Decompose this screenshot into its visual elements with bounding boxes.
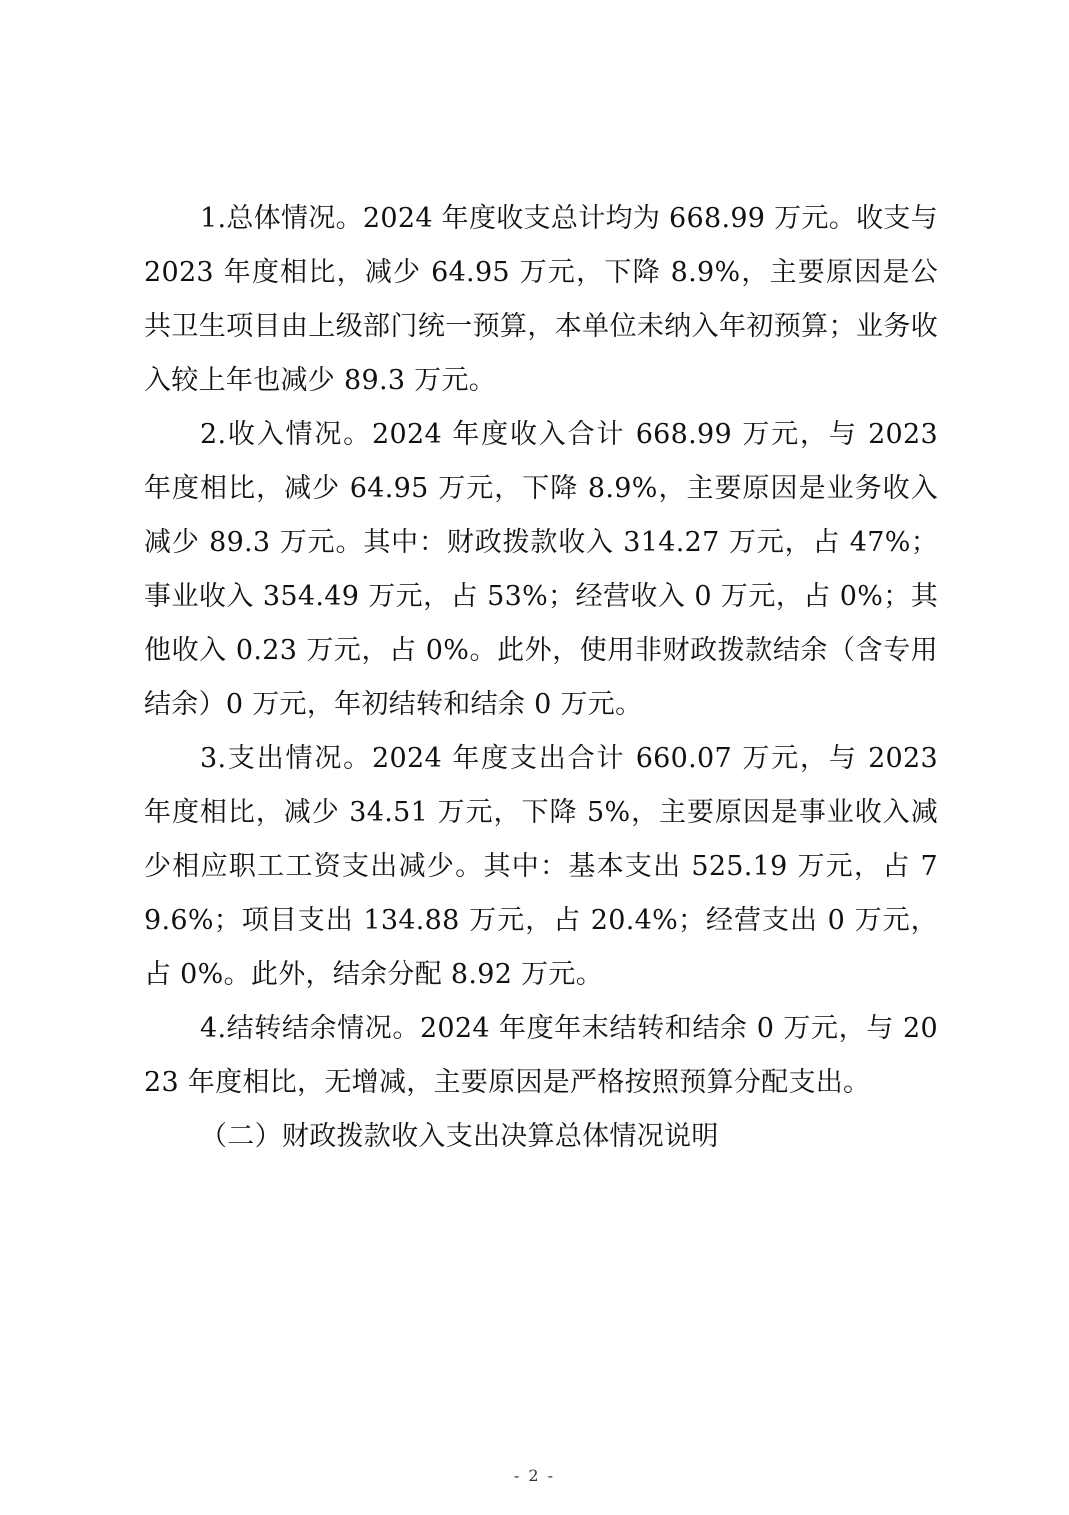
paragraph-carryover-situation: 4.结转结余情况。2024 年度年末结转和结余 0 万元，与 2023 年度相比，无增减，主要原因是严格按照预算分配支出。	[144, 1013, 938, 1098]
section-heading-fiscal-allocation: （二）财政拨款收入支出决算总体情况说明	[200, 1121, 719, 1152]
paragraph-expenditure-situation: 3.支出情况。2024 年度支出合计 660.07 万元，与 2023 年度相比，减少 34.51 万元，下降 5%，主要原因是事业收入减少相应职工工资支出减少。其中：基本支出 525.19 万元，占 79.6%；项目支出 134.88 万元，占 20.4%；经营支出 0 万元，占 0%。此外，结余分配 8.92 万元。	[144, 743, 938, 990]
paragraph-income-situation: 2.收入情况。2024 年度收入合计 668.99 万元，与 2023 年度相比，减少 64.95 万元，下降 8.9%，主要原因是业务收入减少 89.3 万元。其中：财政拨款收入 314.27 万元，占 47%；事业收入 354.49 万元，占 53%；经营收入 0 万元，占 0%；其他收入 0.23 万元，占 0%。此外，使用非财政拨款结余（含专用结余）0 万元，年初结转和结余 0 万元。	[144, 419, 938, 720]
page-number: - 2 -	[513, 1466, 556, 1485]
paragraph-overall-situation: 1.总体情况。2024 年度收支总计均为 668.99 万元。收支与 2023 年度相比，减少 64.95 万元，下降 8.9%，主要原因是公共卫生项目由上级部门统一预算，本单位未纳入年初预算；业务收入较上年也减少 89.3 万元。	[144, 203, 938, 396]
document-body	[144, 192, 938, 1164]
